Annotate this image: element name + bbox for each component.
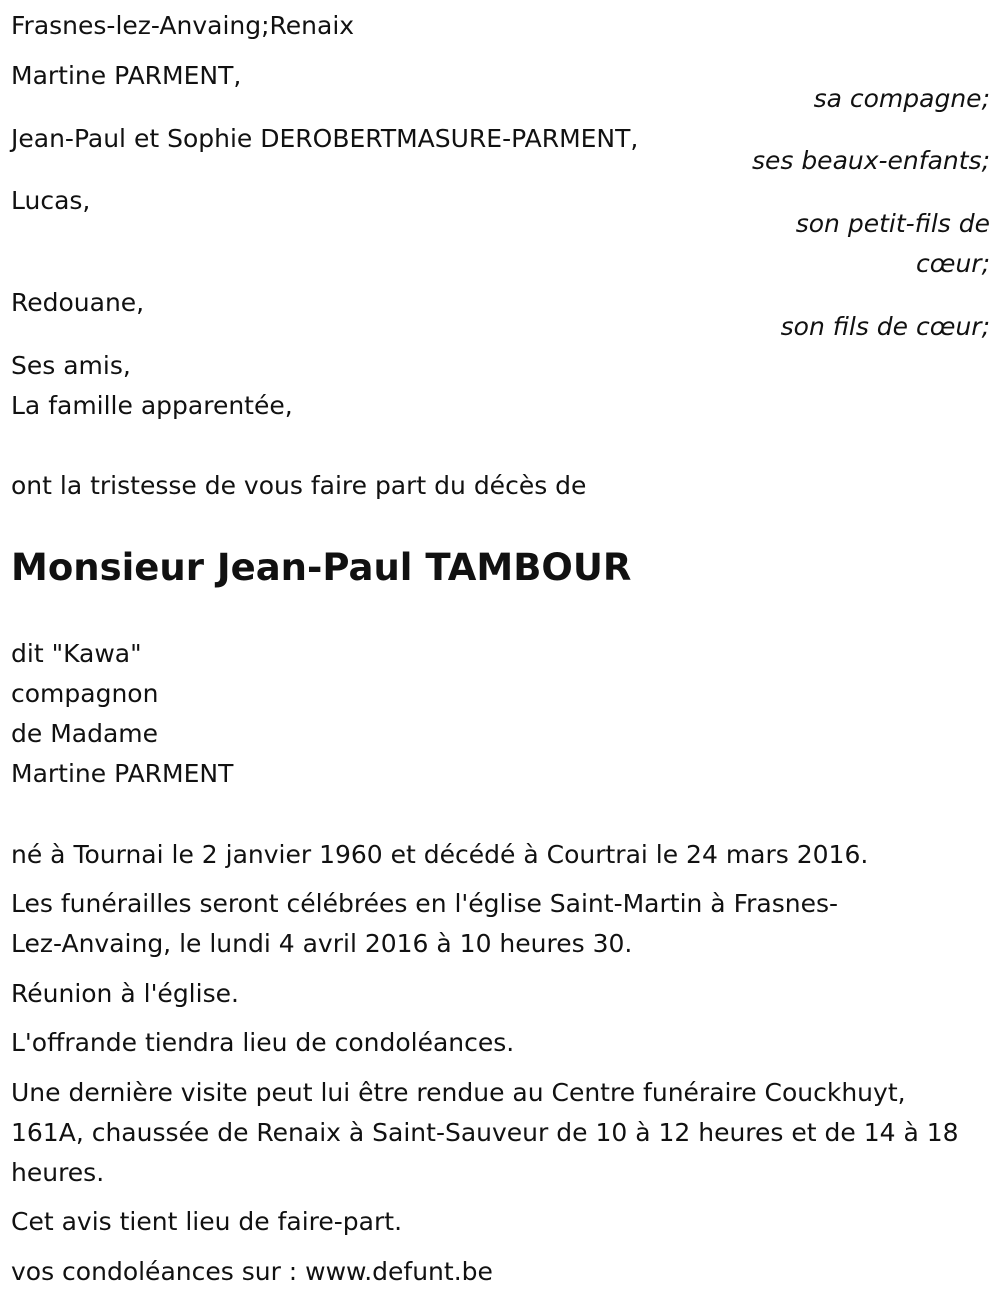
related-family-line: La famille apparentée, bbox=[11, 391, 293, 420]
family-name-stepchildren: Jean-Paul et Sophie DEROBERTMASURE-PARMENT, bbox=[11, 124, 639, 153]
partner-name-line: Martine PARMENT bbox=[11, 759, 234, 788]
condolences-line: vos condoléances sur : www.defunt.be bbox=[11, 1257, 493, 1286]
deceased-name: Monsieur Jean-Paul TAMBOUR bbox=[11, 546, 632, 589]
offering-line: L'offrande tiendra lieu de condoléances. bbox=[11, 1028, 515, 1057]
partner-title-line: de Madame bbox=[11, 719, 159, 748]
funeral-line-2: Lez-Anvaing, le lundi 4 avril 2016 à 10 heures 30. bbox=[11, 929, 633, 958]
relation-grandchild-line2: cœur; bbox=[916, 249, 990, 278]
relation-stepchildren: ses beaux-enfants; bbox=[751, 146, 990, 175]
family-name-partner: Martine PARMENT, bbox=[11, 61, 242, 90]
visit-line-1: Une dernière visite peut lui être rendue au Centre funéraire Couckhuyt, bbox=[11, 1078, 906, 1107]
meeting-line: Réunion à l'église. bbox=[11, 979, 239, 1008]
relation-partner: sa compagne; bbox=[813, 84, 990, 113]
friends-line: Ses amis, bbox=[11, 351, 131, 380]
visit-line-2: 161A, chaussée de Renaix à Saint-Sauveur de 10 à 12 heures et de 14 à 18 bbox=[11, 1118, 959, 1147]
location-line: Frasnes-lez-Anvaing;Renaix bbox=[11, 11, 355, 40]
deceased-details bbox=[11, 634, 233, 794]
announcement-line: ont la tristesse de vous faire part du décès de bbox=[11, 471, 587, 500]
birth-death-line: né à Tournai le 2 janvier 1960 et décédé à Courtrai le 24 mars 2016. bbox=[11, 840, 869, 869]
relation-son: son fils de cœur; bbox=[780, 312, 990, 341]
partner-role-line: compagnon bbox=[11, 679, 159, 708]
visit-line-3: heures. bbox=[11, 1158, 105, 1187]
relation-grandchild-line1: son petit-fils de bbox=[795, 209, 990, 238]
visit-paragraph bbox=[11, 1073, 986, 1193]
notice-line: Cet avis tient lieu de faire-part. bbox=[11, 1207, 403, 1236]
nickname-line: dit "Kawa" bbox=[11, 639, 142, 668]
family-name-son: Redouane, bbox=[11, 288, 145, 317]
funeral-line-1: Les funérailles seront célébrées en l'église Saint-Martin à Frasnes- bbox=[11, 889, 839, 918]
funeral-paragraph bbox=[11, 884, 986, 964]
family-name-grandchild: Lucas, bbox=[11, 186, 91, 215]
